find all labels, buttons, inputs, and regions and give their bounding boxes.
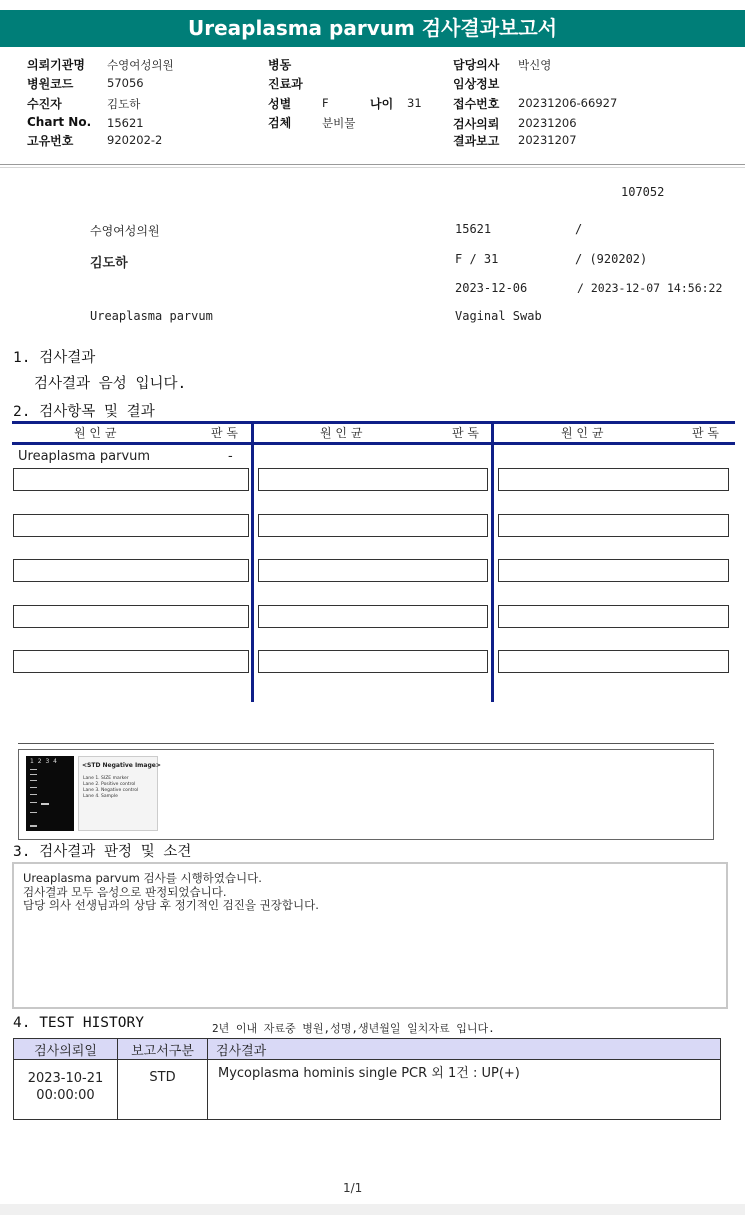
summary-specimen: Vaginal Swab <box>455 309 542 323</box>
result-box <box>258 605 488 628</box>
result-judgment: - <box>228 449 233 464</box>
patient-label: 수진자 <box>27 97 62 111</box>
request-date-value: 20231206 <box>518 116 577 130</box>
table-row <box>14 1060 721 1120</box>
gel-top-rule <box>18 743 714 744</box>
result-box <box>258 514 488 537</box>
section4-title: 4. TEST HISTORY <box>13 1015 144 1031</box>
chart-no-label: Chart No. <box>27 115 92 129</box>
sex-label: 성별 <box>268 97 292 111</box>
gel-band <box>30 774 37 775</box>
unique-no-label: 고유번호 <box>27 134 74 148</box>
page-number: 1/1 <box>343 1181 363 1195</box>
result-box <box>13 650 249 673</box>
receipt-no-label: 접수번호 <box>453 97 500 111</box>
results-grid-header-line <box>12 442 735 445</box>
gel-band <box>30 802 37 803</box>
history-col-result: 검사결과 <box>208 1039 721 1060</box>
history-date-cell <box>14 1060 118 1120</box>
summary-reported: / 2023-12-07 14:56:22 <box>577 281 723 295</box>
col-header-judgment-3: 판 독 <box>692 426 719 440</box>
section4-note: 2년 이내 자료중 병원,성명,생년월일 일치자료 입니다. <box>212 1022 495 1035</box>
result-box <box>498 605 729 628</box>
dept-label: 진료과 <box>268 77 303 91</box>
result-box <box>13 514 249 537</box>
report-title: Ureaplasma parvum 검사결과보고서 <box>187 16 558 40</box>
age-label: 나이 <box>370 97 394 111</box>
institution-value: 수영여성의원 <box>107 58 174 72</box>
result-box <box>498 468 729 491</box>
result-pathogen: Ureaplasma parvum <box>18 449 151 464</box>
opinion-line: Ureaplasma parvum 검사를 시행하였습니다. <box>23 871 262 885</box>
history-col-date: 검사의뢰일 <box>14 1039 118 1060</box>
gel-caption-line: Lane 2. Positive control <box>83 782 136 787</box>
results-grid-divider-2 <box>491 421 494 702</box>
col-header-judgment-1: 판 독 <box>211 426 238 440</box>
report-date-label: 결과보고 <box>453 134 500 148</box>
summary-patient: 김도하 <box>90 256 128 271</box>
opinion-line: 검사결과 모두 음성으로 판정되었습니다. <box>23 884 227 899</box>
summary-hospital: 수영여성의원 <box>90 224 160 238</box>
gel-band <box>30 812 37 813</box>
gel-caption-line: Lane 4. Sample <box>83 794 118 799</box>
summary-code: 107052 <box>621 185 665 199</box>
history-type: STD <box>118 1060 208 1120</box>
opinion-line: 담당 의사 선생님과의 상담 후 정기적인 검진을 권장합니다. <box>23 898 319 912</box>
gel-band <box>41 803 49 805</box>
page-bottom-bar <box>0 1204 745 1215</box>
gel-band <box>30 787 37 788</box>
section1-title: 1. 검사결과 <box>13 350 96 366</box>
section2-title: 2. 검사항목 및 결과 <box>13 404 155 420</box>
gel-band <box>30 780 37 781</box>
summary-birth: / (920202) <box>575 252 648 266</box>
col-header-pathogen-1: 원 인 균 <box>74 426 117 440</box>
history-result: Mycoplasma hominis single PCR 외 1건 : UP(+) <box>208 1060 721 1120</box>
gel-caption-line: Lane 3. Negative control <box>83 788 139 793</box>
report-date-value: 20231207 <box>518 133 577 147</box>
summary-slash: / <box>575 222 583 236</box>
ward-label: 병동 <box>268 58 292 72</box>
result-box <box>13 559 249 582</box>
chart-no-value: 15621 <box>107 116 144 130</box>
section1-text: 검사결과 음성 입니다. <box>34 376 187 392</box>
result-box <box>13 605 249 628</box>
gel-lane-numbers: 1 2 3 4 <box>30 758 58 765</box>
opinion-box <box>12 862 728 1009</box>
results-grid-top-line <box>12 421 735 424</box>
history-col-type: 보고서구분 <box>118 1039 208 1060</box>
gel-caption-line: Lane 1. SIZE marker <box>83 776 129 781</box>
col-header-pathogen-2: 원 인 균 <box>320 426 363 440</box>
gel-band <box>30 769 37 770</box>
summary-received: 2023-12-06 <box>455 281 528 295</box>
result-box <box>258 559 488 582</box>
request-date-label: 검사의뢰 <box>453 117 500 131</box>
col-header-pathogen-3: 원 인 균 <box>561 426 604 440</box>
history-date: 2023-10-21 <box>27 1071 104 1086</box>
specimen-value: 분비물 <box>322 116 356 130</box>
gel-electrophoresis-image <box>26 756 74 831</box>
col-header-judgment-2: 판 독 <box>452 426 479 440</box>
result-box <box>498 559 729 582</box>
doctor-label: 담당의사 <box>453 58 500 72</box>
results-grid-divider-1 <box>251 421 254 702</box>
unique-no-value: 920202-2 <box>107 133 163 147</box>
receipt-no-value: 20231206-66927 <box>518 96 618 110</box>
gel-caption <box>78 756 161 831</box>
result-box <box>498 514 729 537</box>
specimen-label: 검체 <box>268 116 292 130</box>
age-value: 31 <box>407 96 422 110</box>
patient-value: 김도하 <box>107 97 141 111</box>
result-box <box>498 650 729 673</box>
report-title-bar <box>0 10 745 47</box>
summary-test-name: Ureaplasma parvum <box>90 309 213 323</box>
result-box <box>258 468 488 491</box>
section3-title: 3. 검사결과 판정 및 소견 <box>13 844 192 860</box>
result-box <box>13 468 249 491</box>
hospital-code-label: 병원코드 <box>27 77 74 91</box>
result-box <box>258 650 488 673</box>
gel-caption-title: <STD Negative Image> <box>82 762 161 769</box>
summary-sex-age: F / 31 <box>455 252 499 266</box>
institution-label: 의뢰기관명 <box>27 58 85 72</box>
clinical-info-label: 임상정보 <box>453 77 500 91</box>
sex-value: F <box>322 96 329 110</box>
test-history-table <box>13 1038 721 1120</box>
summary-chart-no: 15621 <box>455 222 492 236</box>
history-time: 00:00:00 <box>36 1088 95 1103</box>
gel-band <box>30 794 37 795</box>
header-divider-shadow <box>0 167 745 168</box>
doctor-value: 박신영 <box>518 58 552 72</box>
history-header-row <box>14 1039 721 1060</box>
gel-band <box>30 825 37 827</box>
hospital-code-value: 57056 <box>107 76 144 90</box>
header-divider <box>0 164 745 165</box>
